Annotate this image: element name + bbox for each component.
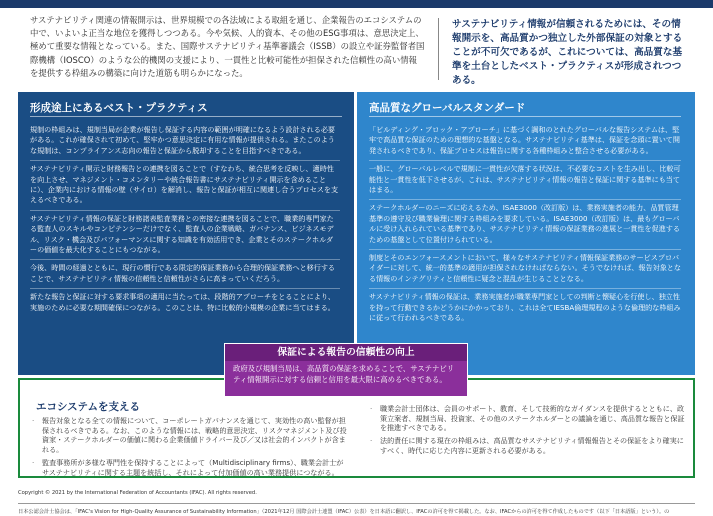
best-practice-body (30, 122, 340, 317)
ecosystem-title: エコシステムを支える (36, 401, 140, 413)
global-standard-paragraph: 一般に、グローバルレベルで規制に一貫性が欠落する状況は、不必要なコストを生み出し、比較可能性と一貫性を低下させるが、これは、サステナビリティ情報の報告と保証に関する基準にも当てはまる。 (369, 161, 681, 200)
global-standard-body (369, 122, 681, 328)
best-practice-rule (30, 116, 342, 117)
best-practice-paragraph: 今後、時間の経過とともに、現行の慣行である限定的保証業務から合理的保証業務へと移行することで、サステナビリティ情報の信頼性と信頼性がさらに高まっていくだろう。 (30, 260, 340, 289)
best-practice-paragraph: 新たな報告と保証に対する要求事項の適用に当たっては、段階的アプローチをとることにより、実施のために必要な期間確保につながる。このことは、特に比較的小規模の企業に当てはまる。 (30, 292, 336, 312)
intro-highlight: サステナビリティ情報が信頼されるためには、その情報開示を、高品質かつ独立した外部保証の対象とすることが不可欠であるが、これについては、高品質な基準を土台としたベスト・プラクティスが形成されつつある。 (452, 19, 683, 86)
ecosystem-list-right (370, 404, 686, 459)
best-practice-paragraph: サステナビリティ開示と財務報告との連携を図ることで（すなわち、統合思考を反映し、適時性を向上させ、マネジメント・コメンタリーや統合報告書にサステナビリティ開示を含めることに）、企業内における情報の壁（サイロ）を解消し、報告と保証が相互に関連し合うプロセスを支えるべきである。 (30, 161, 340, 211)
best-practice-paragraph: サステナビリティ情報の保証と財務諸表監査業務との密接な連携を図ることで、職業的専門家たる監査人のスキルやコンピテンシーだけでなく、監査人の企業戦略、ガバナンス、ビジネスモデル、リスク・機会及びパフォーマンスに関する知識を有効活用でき、企業とそのステークホルダーの価値を最大化することにもつながる。 (30, 211, 340, 261)
ecosystem-item: · 監査事務所が多様な専門性を保持することによって（Multidisciplinary firms）、職業会計士がサステナビリティに関する主題を統括し、それによって付加価値の高い業務提供につながる。 (32, 458, 350, 477)
global-standard-paragraph: 「ビルディング・ブロック・アプローチ」に基づく調和のとれたグローバルな報告システムは、堅牢で高品質な保証のための理想的な基盤となる。サステナビリティ基準は、保証を念頭に置いて開発されるべきであり、保証プロセスは報告に関する各種枠組みと整合させる必要がある。 (369, 122, 681, 161)
ecosystem-item: · 職業会計士団体は、会員のサポート、教育、そして技術的なガイダンスを提供するとともに、政策立案者、規制当局、投資家、その他のステークホルダーとの議論を通じ、高品質な報告と保証を推進すべきである。 (370, 404, 686, 433)
best-practice-paragraph: 規制の枠組みは、規制当局が企業が報告し保証する内容の範囲が明確になるよう設計される必要がある。これが確保されて初めて、堅牢かつ意思決定に有用な情報が提供される。またこのような規制は、コンプライアンス志向の報告と保証から脱却することを目指すべきである。 (30, 122, 340, 161)
top-banner (0, 0, 713, 8)
best-practice-title: 形成途上にあるベスト・プラクティス (30, 102, 208, 114)
footer-divider (18, 503, 695, 504)
global-standard-paragraph: サステナビリティ情報の保証は、業務実施者が職業専門家としての判断と懐疑心を行使し、独立性を持って行動できるかどうかにかかっており、これは全てIESBA倫理規程のような倫理的な枠組みに従って行われるべきである。 (369, 292, 681, 323)
copyright-notice: Copyright © 2021 by the International Federation of Accountants (IFAC). All rights reserved. (18, 490, 257, 496)
intro-paragraph: サステナビリティ関連の情報開示は、世界規模での各法域による取組を通じ、企業報告のエコシステムの中で、いよいよ正当な地位を獲得しつつある。今や気候、人的資本、その他のESG事項は、意思決定上、極めて重要な情報となっている。また、国際サステナビリティ基準審議会（ISSB）の設立や証券監督者国際機構（IOSCO）のような公的機関の支援により、一貫性と比較可能性が担保された信頼性の高い情報を提供する枠組みの構築に向けた道筋も明らかになった。 (30, 15, 425, 78)
global-standard-paragraph: 制度とそのエンフォースメントにおいて、様々なサステナビリティ情報保証業務のサービスプロバイダーに対して、統一的基準の適用が担保されなければならない。そうでなければ、報告対象となる情報のインテグリティと信頼性に疑念と混乱が生じることとなる。 (369, 250, 681, 289)
global-standard-title: 高品質なグローバルスタンダード (369, 102, 526, 114)
global-standard-paragraph: ステークホルダーのニーズに応えるため、ISAE3000（改訂版）は、業務実施者の能力、品質管理基準の遵守及び職業倫理に関する枠組みを要求している。ISAE3000（改訂版）は、最もグローバルに受け入れられている基準であり、サステナビリティ情報の保証業務の進展と一貫性を促進するための基盤として位置付けられている。 (369, 200, 681, 250)
global-standard-rule (369, 116, 681, 117)
ecosystem-list-left (32, 416, 350, 480)
assurance-callout (224, 343, 468, 397)
global-standard-panel (357, 92, 695, 375)
callout-body: 政府及び規制当局は、高品質の保証を求めることで、サステナビリティ情報開示に対する信頼と信用を最大限に高めるべきである。 (225, 361, 467, 396)
best-practice-panel (18, 92, 354, 375)
ecosystem-item: · 報告対象となる全ての情報について、コーポレートガバナンスを通じて、実効性の高い監督が担保されるべきである。なお、このような情報には、戦略的意思決定、リスクマネジメント及び投資家・ステークホルダーの価値に関わる企業価値ドライバー及び／又は社会的インパクトが含まれる。 (32, 416, 350, 455)
callout-title: 保証による報告の信頼性の向上 (225, 344, 467, 361)
ecosystem-item: · 法的責任に関する現在の枠組みは、高品質なサステナビリティ情報報告とその保証をより確実にすべく、時代に応じた内容に更新される必要がある。 (370, 436, 686, 455)
translation-note: 日本公認会計士協会は、「IFAC's Vision for High-Quality Assurance of Sustainability Information」（2021年12月 国際会計士連盟（IFAC）公表）を日本語に翻訳し、IFACの許可を得て掲載した。なお、IFACからの許可を得て作成したものです（以下「日本語版」という）。の (18, 509, 670, 515)
intro-divider (438, 18, 439, 80)
